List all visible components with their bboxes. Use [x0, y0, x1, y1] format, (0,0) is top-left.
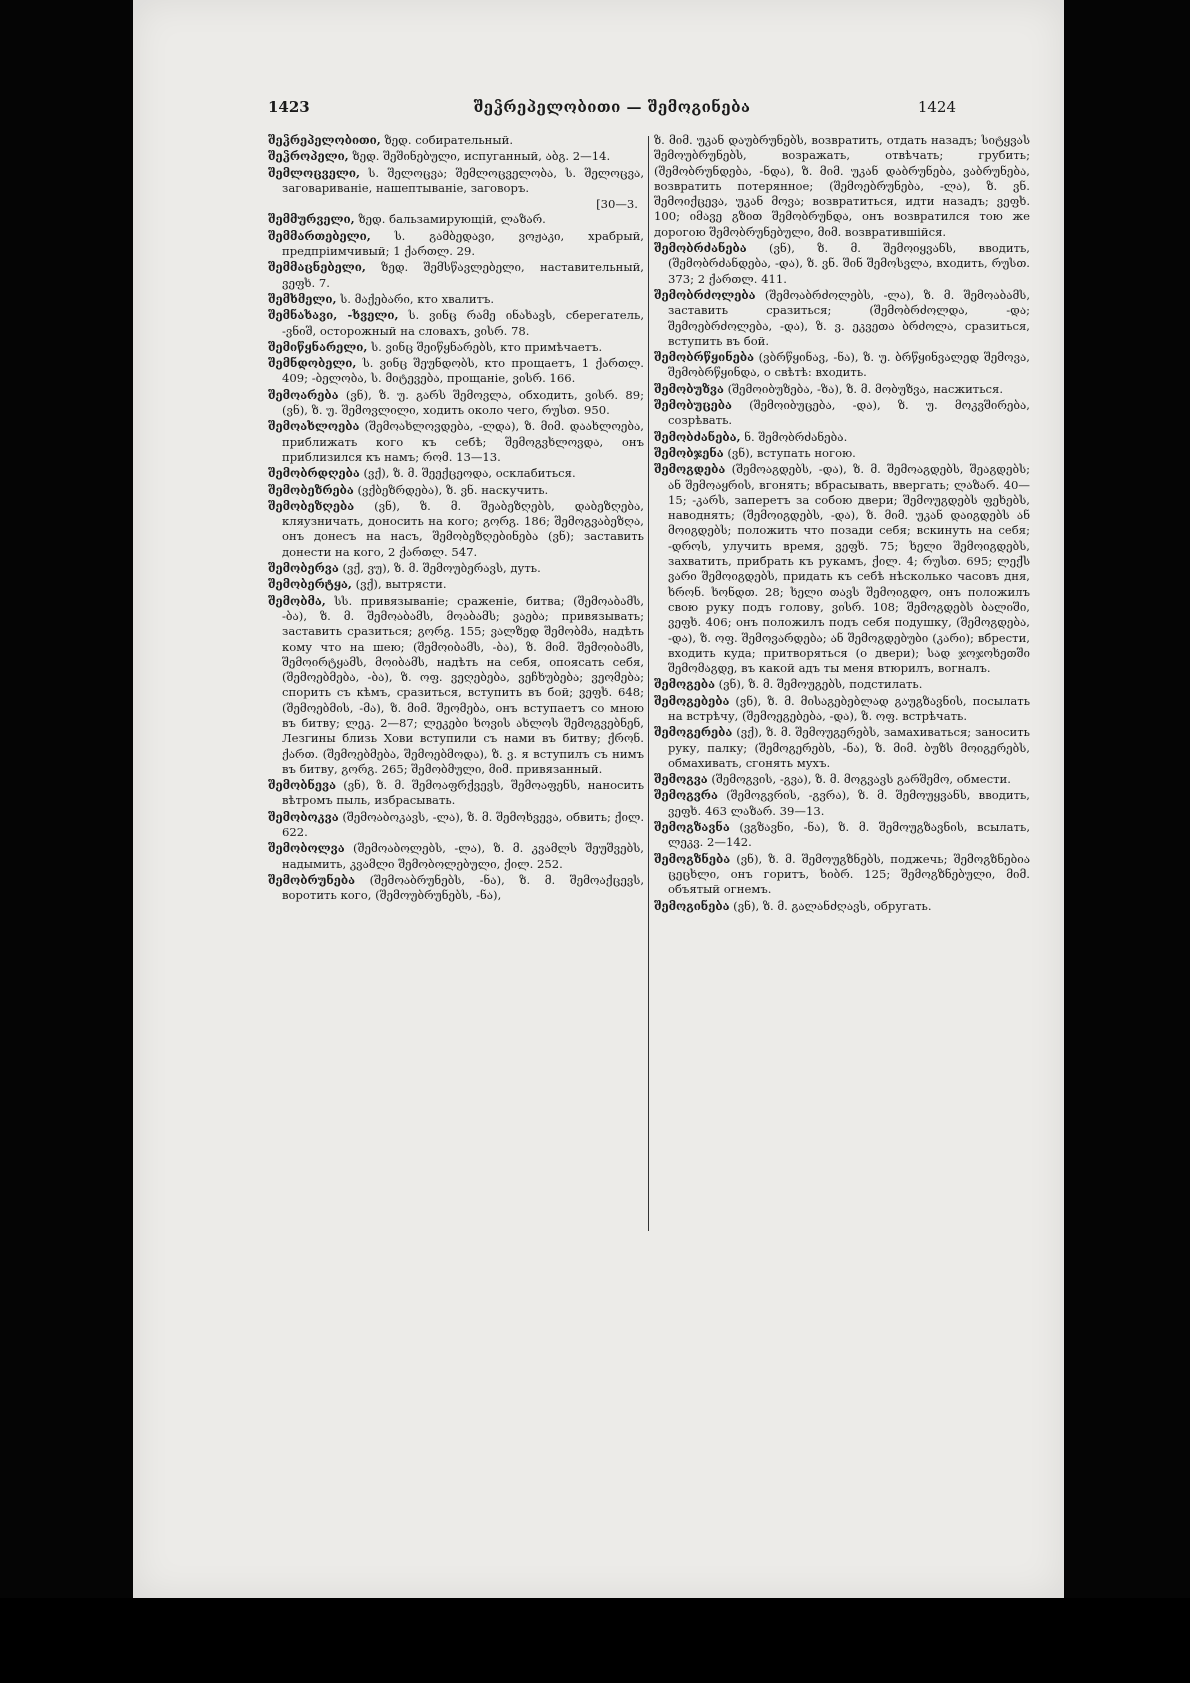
entry-headword: შემობერვა — [268, 561, 339, 576]
entry-definition: (ვქ, ვუ), ზ. მ. შემოუბერავს, дуть. — [342, 561, 541, 576]
entry-headword: შემობუცება — [654, 398, 732, 413]
entry-headword: შემობრუნება — [268, 872, 356, 887]
column-divider — [648, 136, 649, 1231]
entry-definition: (ვქ), ზ. მ. შეექცეოდა, осклабиться. — [363, 466, 576, 481]
entry-definition: (ვნ), ზ. მ. შემოაფრქვევს, შემოაფენს, наносить вѣтромъ пыль, избрасывать. — [282, 778, 645, 808]
entry-definition: ს. მაქებარი, кто хвалитъ. — [340, 291, 495, 306]
dictionary-entry — [654, 725, 1030, 771]
entry-headword: შემობრძანება — [654, 241, 747, 256]
entry-headword: შემოგერება — [654, 725, 733, 740]
dictionary-entry — [268, 133, 644, 148]
entry-headword: შემოგვა — [654, 772, 708, 787]
dictionary-entry — [268, 499, 644, 560]
entry-definition: (ვნ), ზ. მ. გალანძღავს, обругать. — [733, 898, 932, 913]
entry-definition: (ვნ), ზ. მ. შემოიყვანს, вводить, (შემობრძანდება, -და), ზ. ვნ. შინ შემოსვლა, входить, რუსთ. 373; 2 ქართლ. 411. — [668, 241, 1030, 286]
dictionary-entry — [654, 899, 1030, 914]
dictionary-entry — [654, 788, 1030, 819]
dictionary-entry — [268, 561, 644, 576]
entry-definition: ს. ვინც შეუნდობს, кто прощаетъ, 1 ქართლ. 409; -ბელობა, ს. მიტევება, прощаніе, ვისრ. 166. — [282, 356, 644, 386]
entry-headword: შემობუზვა — [654, 381, 724, 396]
entry-definition: (ვბრწყინავ, -ნა), ზ. უ. ბრწყინვალედ შემოვა, შემობრწყინდა, о свѣтѣ: входить. — [668, 350, 1030, 380]
dictionary-entry — [654, 430, 1030, 445]
dictionary-entry — [268, 594, 644, 778]
entry-definition: (შემოგვის, -გვა), ზ. მ. მოგვავს გარშემო, обмести. — [711, 772, 1011, 787]
dictionary-entry — [654, 694, 1030, 725]
dictionary-entry — [654, 852, 1030, 898]
dictionary-entry — [268, 229, 644, 260]
entry-headword: შემობრძოლება — [654, 287, 756, 302]
dictionary-entry — [268, 419, 644, 465]
entry-headword: შემოგებება — [654, 693, 730, 708]
entry-headword: შემოგება — [654, 677, 715, 692]
scan-border-left — [0, 0, 133, 1683]
entry-headword: შემობეზრება — [268, 482, 354, 497]
dictionary-entry — [268, 841, 644, 872]
dictionary-entry — [654, 772, 1030, 787]
entry-headword: შემობერტყა, — [268, 577, 352, 592]
dictionary-entry — [268, 149, 644, 164]
entry-definition: (შემოიბუზება, -ზა), ზ. მ. მობუზვა, насжиться. — [727, 381, 1004, 396]
entry-headword: შემობძანება, — [654, 429, 741, 444]
dictionary-entry — [268, 340, 644, 355]
dictionary-entry — [268, 466, 644, 481]
page-number-right: 1424 — [917, 98, 956, 116]
dictionary-entry — [654, 133, 1030, 240]
entry-headword: შემობრწყინება — [654, 350, 754, 365]
scan-border-bottom — [0, 1598, 1190, 1683]
entry-definition: [30—3. — [596, 197, 638, 212]
dictionary-entry — [654, 820, 1030, 851]
entry-headword: შემლოცველი, — [268, 165, 361, 180]
entry-definition: (შემოახლოვდება, -ლდა), ზ. მიმ. დაახლოება, приближать кого къ себѣ; შემოგვხლოვდა, онъ приблизился къ намъ; რომ. 13—13. — [282, 419, 644, 464]
dictionary-entry — [268, 166, 644, 197]
entry-definition: (ვგზავნი, -ნა), ზ. მ. შემოუგზავნის, всылать, ლეკვ. 2—142. — [668, 820, 1031, 850]
entry-definition: ზედ. бальзамирующій, ლაზარ. — [358, 212, 546, 227]
scan-border-right — [1064, 0, 1190, 1683]
entry-definition: ზედ. შეშინებული, испуганный, აბგ. 2—14. — [352, 149, 611, 164]
entry-definition: (ვნ), ზ. მ. შემოუგზნებს, поджечь; შემოგზნებია ცეცხლი, онъ горитъ, ხიბრ. 125; შემოგზნებული, მიმ. объятый огнемъ. — [668, 851, 1031, 897]
page-number-left: 1423 — [268, 98, 310, 116]
entry-headword: შემმართებელი, — [268, 228, 371, 243]
entry-headword: შემოგინება — [654, 898, 730, 913]
entry-headword: შემოგვრა — [654, 788, 718, 803]
entry-headword: შემნდობელი, — [268, 356, 357, 371]
entry-definition: (ვნ), ზ. მ. შემოუგებს, подстилать. — [718, 677, 923, 692]
entry-definition: (ვქბეზრდება), ზ. ვნ. наскучить. — [357, 482, 549, 497]
dictionary-entry — [268, 483, 644, 498]
entry-definition: ზედ. собирательный. — [384, 133, 514, 147]
dictionary-entry — [268, 308, 644, 339]
entry-headword: შემხმელი, — [268, 291, 337, 306]
dictionary-entry — [654, 350, 1030, 381]
dictionary-entry — [268, 197, 638, 212]
entry-definition: (შემოაბრუნებს, -ნა), ზ. მ. შემოაქცევს, воротить кого, (შემოუბრუნებს, -ნა), — [282, 872, 645, 903]
entry-headword: შემმაცნებელი, — [268, 260, 366, 275]
entry-definition: (შემოაბრძოლებს, -ლა), ზ. მ. შემოაბამს, заставить сразиться; (შემობრძოლდა, -და; შემოებრძოლება, -და), ზ. ვ. ეკვეთა ბრძოლა, сразиться, вступить въ бой. — [668, 287, 1031, 348]
entry-definition: ს. გამბედავი, ვოჟაკი, храбрый, предпріимчивый; 1 ქართლ. 29. — [282, 228, 644, 259]
entry-definition: (ვნ), ზ. მ. შეაბეზღებს, დაბეზღება, кляузничать, доносить на кого; გორგ. 186; შემოგვაბეზღა, онъ донесъ на насъ, შემობეზღებინება (ვნ); заставить донести на кого, 2 ქართლ. 547. — [282, 498, 644, 559]
dictionary-entry — [268, 260, 644, 291]
entry-headword: შეჴროპელი, — [268, 149, 349, 164]
entry-headword: შემობჯენა — [654, 445, 724, 460]
entry-headword: შემოარება — [268, 387, 339, 402]
dictionary-entry — [654, 446, 1030, 461]
dictionary-entry — [268, 778, 644, 809]
entry-definition: (ვქ), ზ. მ. შემოუგერებს, замахиваться; заносить руку, палку; (შემოგერებს, -ნა), ზ. მიმ. ბუზს მოიგერებს, обмахивать, сгонять мухъ. — [668, 725, 1030, 770]
page-header — [268, 98, 956, 124]
dictionary-entry — [268, 810, 644, 841]
entry-definition: (შემოიბუცება, -და), ზ. უ. მოკვშირება, созрѣвать. — [668, 398, 1030, 428]
dictionary-entry — [654, 398, 1030, 429]
dictionary-entry — [654, 382, 1030, 397]
entry-definition: (შემოაგდებს, -და), ზ. მ. შემოაგდებს, შეაგდებს; ან შემოაყრის, вгонять; вбрасывать, ввергать; ლაზარ. 40—15; -კარს, заперетъ за собою двери; შემოუგდებს ფეხებს, наводнять; (შემოიგდებს, -და), ზ. მიმ. უკან დაიგდებს ან მოიგდებს; положить что позади себя; вскинуть на себя; -დროს, улучить время, ვეფხ. 75; ხელი შემოიგდებს, захватить, прибрать къ рукамъ, ქილ. 4; რუსთ. 695; ლექს ვარი შემოიგდებს, придать къ себѣ нѣсколько часовъ дня, ხრონ. ხონდთ. 28; ხელი თავს შემოიგდო, онъ положилъ свою руку подъ голову, ვისრ. 108; შემოგდებს ბალიში, ვეფხ. 406; онъ положилъ подъ себя подушку, (შემოგდება, -და), ზ. ოფ. შემოვარდება; ან შემოგდებუბი (კარი); вбрести, входить куда; притворяться (о двери); სად ჯოჯოხეთში შემომაგდე, въ какой адъ ты меня втюрилъ, вогналъ. — [668, 462, 1031, 676]
entry-definition: ს. ვინც რამე ინახავს, сберегатель, -ვნიშ, осторожный на словахъ, ვისრ. 78. — [282, 308, 645, 338]
dictionary-entry — [268, 577, 644, 592]
entry-definition: (შემოაბოლებს, -ლა), ზ. მ. კვამლს შეუშვებს, надымить, კვამლი შემობოლებული, ქილ. 252. — [282, 841, 644, 871]
dictionary-entry — [654, 241, 1030, 287]
entry-headword: შემოახლოება — [268, 419, 360, 434]
entry-headword: შემოგდება — [654, 462, 726, 477]
entry-headword: შემოგზნება — [654, 851, 731, 866]
entry-definition: ნ. შემობრძანება. — [744, 429, 848, 444]
right-column — [654, 133, 1030, 915]
entry-headword: შემობრდღება — [268, 466, 360, 481]
entry-definition: ს. ვინც შეიწყნარებს, кто примѣчаетъ. — [371, 339, 603, 354]
entry-headword: შეჴრეპელობითი, — [268, 133, 381, 147]
dictionary-entry — [268, 388, 644, 419]
entry-headword: შემობოლვა — [268, 841, 345, 856]
dictionary-entry — [268, 873, 644, 904]
dictionary-entry — [654, 677, 1030, 692]
entry-definition: (შემოგვრის, -გვრა), ზ. მ. შემოუყვანს, вводить, ვეფხ. 463 ლაზარ. 39—13. — [668, 788, 1030, 818]
entry-definition: ზედ. შემსწავლებელი, наставительный, ვეფხ. 7. — [282, 260, 644, 290]
entry-definition: (შემოაბოკავს, -ლა), ზ. მ. შემოხვევა, обвить; ქილ. 622. — [282, 809, 644, 840]
entry-headword: შემობეზღება — [268, 498, 355, 513]
entry-headword: შემობმა, — [268, 593, 326, 608]
entry-headword: შემობოკვა — [268, 809, 339, 824]
entry-definition: (ვნ), ზ. მ. მისაგებებლად გაუგზავნის, посылать на встрѣчу, (შემოეგებება, -და), ზ. ოფ. встрѣчать. — [668, 693, 1031, 723]
entry-headword: შემმურველი, — [268, 212, 355, 227]
entry-definition: (ვქ), вытрясти. — [355, 577, 447, 592]
entry-definition: სს. привязываніе; сраженіе, битва; (შემოაბამს, -ბა), ზ. მ. შემოაბამს, მოაბამს; ვაება; привязывать; заставить сразиться; გორგ. 155; ვალზედ შემობმა, надѣть кому что на шею; (შემოიბამს, -ბა), ზ. მიმ. შემოიბამს, შემოირტყამს, მოიბამს, надѣть на себя, опоясать себя, (შემოებმება, -ბა), ზ. ოფ. ვეღებება, ვეჩხუბება; ვეომება; спорить съ кѣмъ, сразиться, вступить въ бой; ვეფხ. 648; (შემოებმის, -მა), ზ. მიმ. შეომება, онъ вступаетъ со мною въ битву; ლეკ. 2—87; ლეკები ხოვის ახლოს შემოგვებნენ, Лезгины близь Хови вступили съ нами въ битву; ქრონ. ქართ. (შემოებმება, შემოებმოდა), ზ. ვ. я вступилъ съ нимъ въ битву, გორგ. 265; შემობმული, მიმ. привязанный. — [282, 593, 645, 776]
dictionary-entry — [268, 356, 644, 387]
dictionary-entry — [654, 462, 1030, 676]
running-head: შეჴრეპელობითი — შემოგინება — [473, 98, 751, 116]
entry-headword: შემოგზავნა — [654, 820, 730, 835]
left-column — [268, 133, 644, 905]
dictionary-entry — [268, 292, 644, 307]
entry-headword: შემიწყნარელი, — [268, 339, 368, 354]
entry-definition: ს. შელოცვა; შემლოცველობა, ს. შელოცვა, заговариваніе, нашептываніе, заговоръ. — [282, 165, 645, 195]
dictionary-entry — [268, 212, 644, 227]
entry-headword: შემობნევა — [268, 778, 337, 793]
entry-definition: (ვნ), ზ. უ. გარს შემოვლა, обходить, ვისრ. 89; (ვნ), ზ. უ. შემოვლილი, ходить около чего, რუსთ. 950. — [282, 387, 644, 418]
dictionary-entry — [654, 288, 1030, 349]
entry-definition: ზ. მიმ. უკან დაუბრუნებს, возвратить, отдать назадъ; სიტყვას შემოუბრუნებს, возражать, отвѣчать; грубить; (შემობრუნდება, -ნდა), ზ. მიმ. უკან დაბრუნება, ვაბრუნება, возвратить потерянное; (შემოებრუნება, -ლა), ზ. ვნ. შემოიქცევა, უკან მოვა; возвратиться, идти назадъ; ვეფხ. 100; იმავე გზით შემობრუნდა, онъ возвратился тою же дорогою შემობრუნებული, მიმ. возвратившійся. — [654, 133, 1030, 239]
entry-headword: შემნახავი, -ხველი, — [268, 308, 399, 323]
entry-definition: (ვნ), вступать ногою. — [727, 445, 856, 460]
